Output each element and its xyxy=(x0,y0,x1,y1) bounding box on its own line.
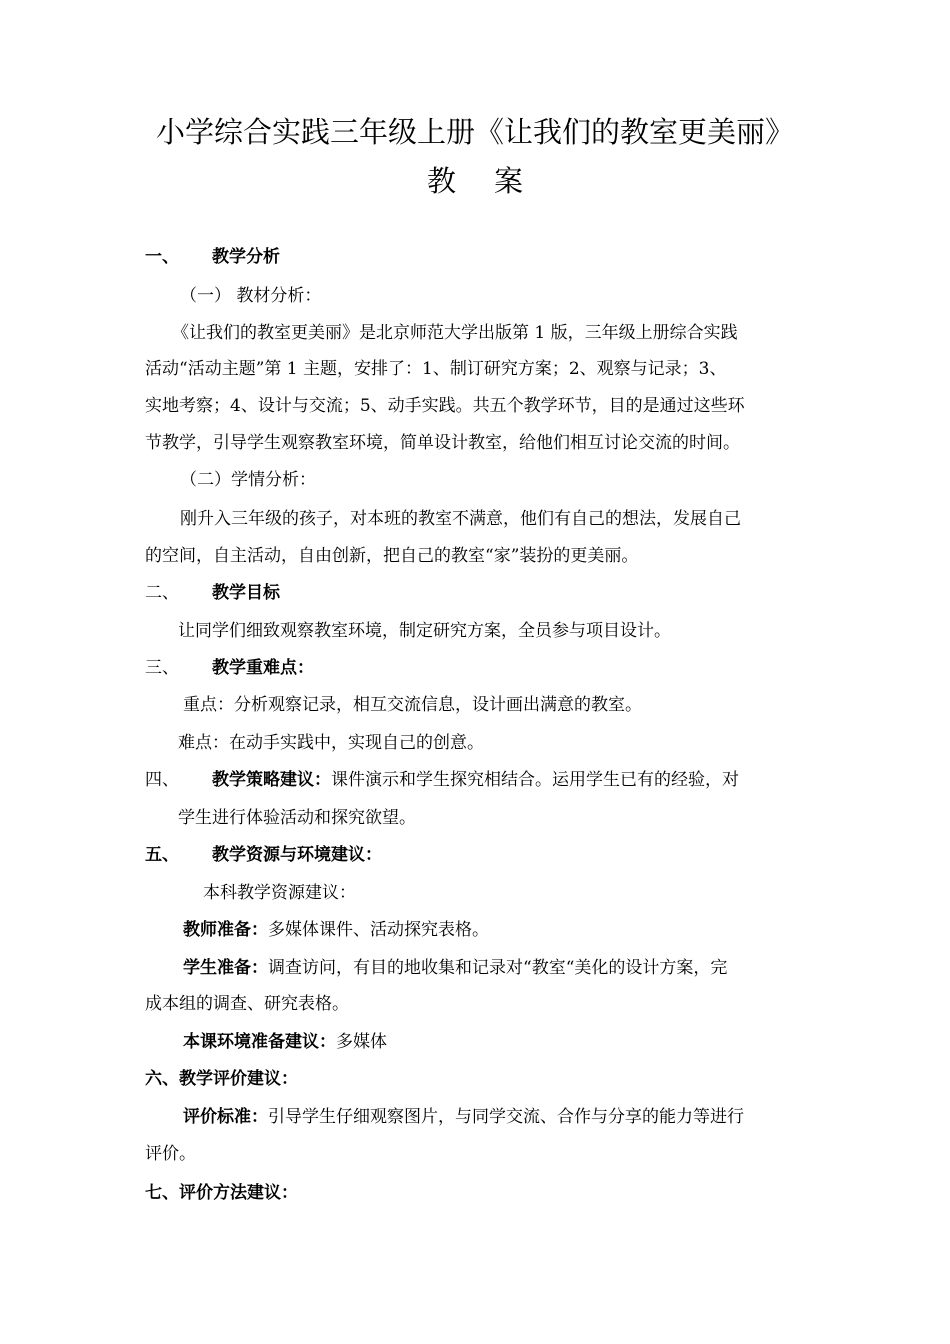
teacher-prep-line xyxy=(183,917,489,943)
section-4-number: 四、 xyxy=(145,770,179,790)
section-4-line xyxy=(212,767,739,793)
paragraph-line: 本科教学资源建议： xyxy=(203,883,356,903)
document-title: 小学综合实践三年级上册《让我们的教室更美丽》 xyxy=(155,115,794,149)
paragraph-line: 学生进行体验活动和探究欲望。 xyxy=(178,808,416,828)
section-4-text: 课件演示和学生探究相结合。运用学生已有的经验，对 xyxy=(331,770,739,790)
env-prep-text: 多媒体 xyxy=(336,1032,387,1052)
section-5-heading: 教学资源与环境建议： xyxy=(212,845,382,865)
paragraph-line: 刚升入三年级的孩子，对本班的教室不满意，他们有自己的想法，发展自己 xyxy=(180,509,741,529)
eval-standard-label: 评价标准： xyxy=(183,1107,268,1127)
section-7-heading: 七、评价方法建议： xyxy=(145,1183,298,1203)
paragraph-line: 的空间，自主活动，自由创新，把自己的教室“家”装扮的更美丽。 xyxy=(145,546,639,566)
env-prep-label: 本课环境准备建议： xyxy=(183,1032,336,1052)
teacher-prep-label: 教师准备： xyxy=(183,920,268,940)
env-prep-line xyxy=(183,1029,387,1055)
eval-standard-text: 引导学生仔细观察图片，与同学交流、合作与分享的能力等进行 xyxy=(268,1107,744,1127)
subsection-1-heading: （一） 教材分析： xyxy=(180,286,322,306)
student-prep-line xyxy=(183,955,727,981)
student-prep-text: 调查访问，有目的地收集和记录对“教室“美化的设计方案，完 xyxy=(268,958,728,978)
section-6-heading: 六、教学评价建议： xyxy=(145,1069,298,1089)
paragraph-line: 节教学，引导学生观察教室环境，简单设计教室，给他们相互讨论交流的时间。 xyxy=(145,433,740,453)
section-4-heading: 教学策略建议： xyxy=(212,770,331,790)
section-3-heading: 教学重难点： xyxy=(212,658,314,678)
document-subtitle: 教案 xyxy=(426,164,561,198)
section-1-number: 一、 xyxy=(145,247,179,267)
paragraph-line: 让同学们细致观察教室环境，制定研究方案，全员参与项目设计。 xyxy=(178,621,671,641)
section-5-number: 五、 xyxy=(145,845,179,865)
paragraph-line: 成本组的调查、研究表格。 xyxy=(145,994,349,1014)
section-2-number: 二、 xyxy=(145,583,179,603)
section-2-heading: 教学目标 xyxy=(212,583,280,603)
paragraph-line: 《让我们的教室更美丽》是北京师范大学出版第 1 版，三年级上册综合实践 xyxy=(172,323,738,343)
section-3-number: 三、 xyxy=(145,658,179,678)
paragraph-line: 实地考察；4、设计与交流；5、动手实践。共五个教学环节，目的是通过这些环 xyxy=(145,396,745,416)
student-prep-label: 学生准备： xyxy=(183,958,268,978)
paragraph-line: 重点：分析观察记录，相互交流信息，设计画出满意的教室。 xyxy=(183,695,642,715)
section-1-heading: 教学分析 xyxy=(212,247,280,267)
paragraph-line: 评价。 xyxy=(145,1144,196,1164)
teacher-prep-text: 多媒体课件、活动探究表格。 xyxy=(268,920,489,940)
eval-standard-line xyxy=(183,1104,744,1130)
paragraph-line: 难点：在动手实践中，实现自己的创意。 xyxy=(178,733,484,753)
subsection-2-heading: （二）学情分析： xyxy=(180,470,316,490)
paragraph-line: 活动“活动主题”第 1 主题，安排了：1、制订研究方案；2、观察与记录；3、 xyxy=(145,359,727,379)
